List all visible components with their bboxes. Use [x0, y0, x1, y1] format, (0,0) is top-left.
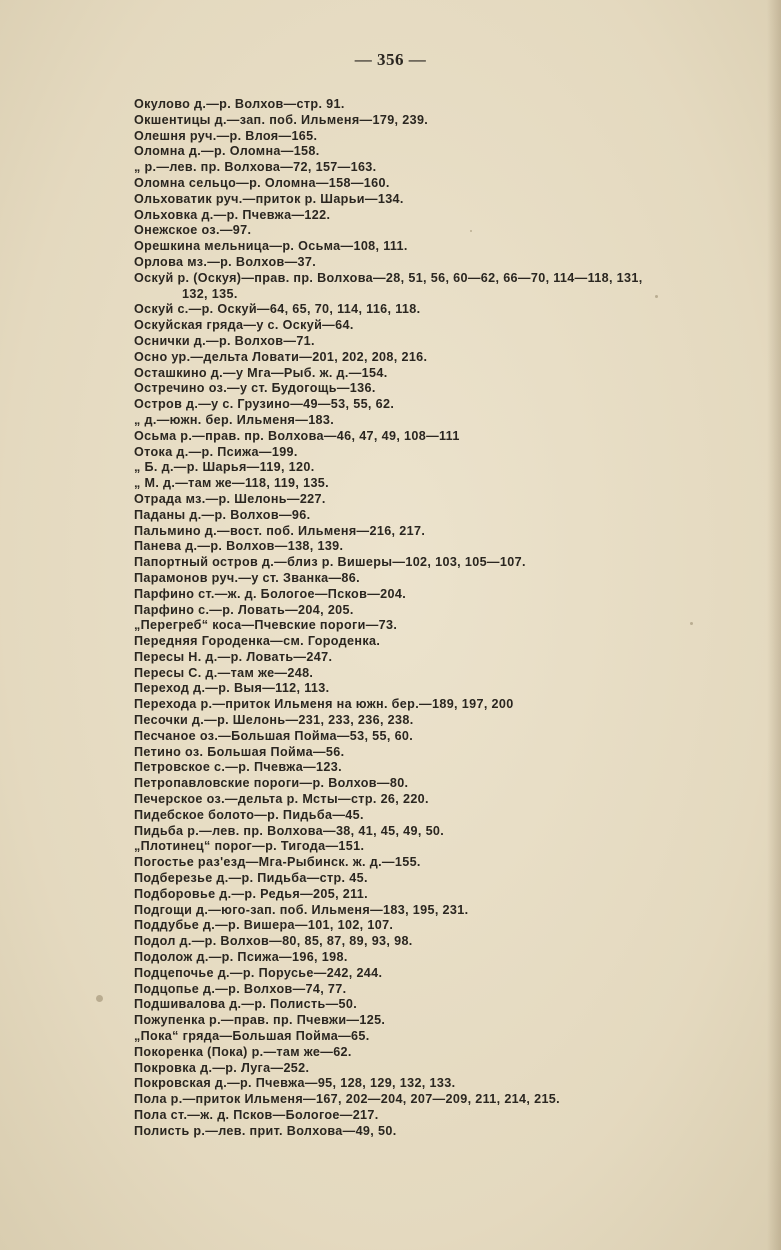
- index-entry: Отока д.—р. Псижа—199.: [134, 444, 298, 459]
- index-entry: „Перегреб“ коса—Пчевские пороги—73.: [134, 618, 398, 633]
- index-entry: Оснички д.—р. Волхов—71.: [134, 333, 315, 348]
- index-entry: „ р.—лев. пр. Волхова—72, 157—163.: [134, 160, 377, 175]
- index-entry: Передняя Городенка—см. Городенка.: [134, 634, 381, 649]
- index-entry: Паданы д.—р. Волхов—96.: [134, 507, 311, 522]
- index-entry: Пола р.—приток Ильменя—167, 202—204, 207—209, 211, 214, 215.: [134, 1092, 560, 1107]
- index-entry: Перехода р.—приток Ильменя на южн. бер.—189, 197, 200: [134, 697, 514, 712]
- index-entry: Осташкино д.—у Мга—Рыб. ж. д.—154.: [134, 365, 388, 380]
- paper-speck: [690, 622, 693, 625]
- index-entry: Подборовье д.—р. Редья—205, 211.: [134, 886, 368, 901]
- index-entry: Парамонов руч.—у ст. Званка—86.: [134, 570, 360, 585]
- index-entry: Олешня руч.—р. Влоя—165.: [134, 128, 318, 143]
- index-entry: Остречино оз.—у ст. Будогощь—136.: [134, 381, 376, 396]
- index-entry: Осьма р.—прав. пр. Волхова—46, 47, 49, 108—111: [134, 428, 460, 443]
- index-entry: Погостье раз'езд—Мга-Рыбинск. ж. д.—155.: [134, 855, 421, 870]
- index-entry: Подол д.—р. Волхов—80, 85, 87, 89, 93, 98.: [134, 934, 413, 949]
- index-entry: Покровская д.—р. Пчевжа—95, 128, 129, 132, 133.: [134, 1076, 456, 1091]
- index-entry: „Пока“ гряда—Большая Пойма—65.: [134, 1029, 370, 1044]
- index-entry: Оскуйская гряда—у с. Оскуй—64.: [134, 318, 354, 333]
- index-entry: Орешкина мельница—р. Осьма—108, 111.: [134, 239, 408, 254]
- index-entry: Покоренка (Пока) р.—там же—62.: [134, 1044, 352, 1059]
- index-entry: Папортный остров д.—близ р. Вишеры—102, 103, 105—107.: [134, 555, 526, 570]
- index-entry: Подолож д.—р. Псижа—196, 198.: [134, 950, 348, 965]
- index-entry: Пидебское болото—р. Пидьба—45.: [134, 807, 364, 822]
- index-entry: Пидьба р.—лев. пр. Волхова—38, 41, 45, 49, 50.: [134, 823, 445, 838]
- page-number: — 356 —: [354, 50, 427, 69]
- index-entry: Подберезье д.—р. Пидьба—стр. 45.: [134, 871, 368, 886]
- index-entry: Оскуй р. (Оскуя)—прав. пр. Волхова—28, 51, 56, 60—62, 66—70, 114—118, 131,: [134, 270, 643, 285]
- index-entry: Орлова мз.—р. Волхов—37.: [134, 254, 317, 269]
- index-entry: Пересы Н. д.—р. Ловать—247.: [134, 649, 333, 664]
- index-entry: Парфино ст.—ж. д. Бологое—Псков—204.: [134, 586, 407, 601]
- index-entry: Переход д.—р. Выя—112, 113.: [134, 681, 330, 696]
- index-entry: „ М. д.—там же—118, 119, 135.: [134, 476, 330, 491]
- paper-speck: [96, 995, 103, 1002]
- index-entry: Песчаное оз.—Большая Пойма—53, 55, 60.: [134, 728, 414, 743]
- index-entry: Отрада мз.—р. Шелонь—227.: [134, 491, 326, 506]
- index-entry: Парфино с.—р. Ловать—204, 205.: [134, 602, 354, 617]
- index-entry-list: [134, 97, 764, 1140]
- index-entry: Осно ур.—дельта Ловати—201, 202, 208, 216.: [134, 349, 428, 364]
- index-entry: „Плотинец“ порог—р. Тигода—151.: [134, 839, 365, 854]
- index-entry: Пожупенка р.—прав. пр. Пчевжи—125.: [134, 1013, 386, 1028]
- index-entry: Петино оз. Большая Пойма—56.: [134, 744, 345, 759]
- index-entry: Песочки д.—р. Шелонь—231, 233, 236, 238.: [134, 713, 414, 728]
- index-entry: Подцепочье д.—р. Порусье—242, 244.: [134, 965, 383, 980]
- index-entry: „ д.—южн. бер. Ильменя—183.: [134, 412, 335, 427]
- paper-speck: [470, 230, 472, 232]
- index-entry: Пересы С. д.—там же—248.: [134, 665, 314, 680]
- index-entry: Печерское оз.—дельта р. Мсты—стр. 26, 220.: [134, 792, 429, 807]
- index-entry: Оломна д.—р. Оломна—158.: [134, 144, 320, 159]
- index-entry: Окулово д.—р. Волхов—стр. 91.: [134, 97, 345, 111]
- index-entry: Пола ст.—ж. д. Псков—Бологое—217.: [134, 1108, 379, 1122]
- index-entry: Полисть р.—лев. прит. Волхова—49, 50.: [134, 1123, 397, 1138]
- index-entry: Ольховатик руч.—приток р. Шарьи—134.: [134, 191, 404, 206]
- index-entry: Ольховка д.—р. Пчевжа—122.: [134, 207, 331, 222]
- index-entry: Подшивалова д.—р. Полисть—50.: [134, 997, 358, 1012]
- index-entry: Поддубье д.—р. Вишера—101, 102, 107.: [134, 918, 394, 933]
- page-edge-shadow: [767, 0, 781, 1250]
- index-entry: Пальмино д.—вост. поб. Ильменя—216, 217.: [134, 523, 426, 538]
- index-entry: Оскуй с.—р. Оскуй—64, 65, 70, 114, 116, 118.: [134, 302, 421, 317]
- index-entry: Окшентицы д.—зап. поб. Ильменя—179, 239.: [134, 112, 429, 127]
- index-entry: Панева д.—р. Волхов—138, 139.: [134, 539, 344, 554]
- index-entry: Петропавловские пороги—р. Волхов—80.: [134, 776, 409, 791]
- index-entry: Петровское с.—р. Пчевжа—123.: [134, 760, 342, 775]
- paper-speck: [655, 295, 658, 298]
- index-entry: Онежское оз.—97.: [134, 223, 252, 238]
- index-entry: Оломна сельцо—р. Оломна—158—160.: [134, 175, 390, 190]
- index-entry: Подцопье д.—р. Волхов—74, 77.: [134, 981, 347, 996]
- index-entry: Подгощи д.—юго-зап. поб. Ильменя—183, 195, 231.: [134, 902, 469, 917]
- index-entry: Покровка д.—р. Луга—252.: [134, 1060, 310, 1075]
- index-entry: Остров д.—у с. Грузино—49—53, 55, 62.: [134, 397, 395, 412]
- index-entry-continuation: 132, 135.: [182, 286, 238, 301]
- index-entry: „ Б. д.—р. Шарья—119, 120.: [134, 460, 315, 475]
